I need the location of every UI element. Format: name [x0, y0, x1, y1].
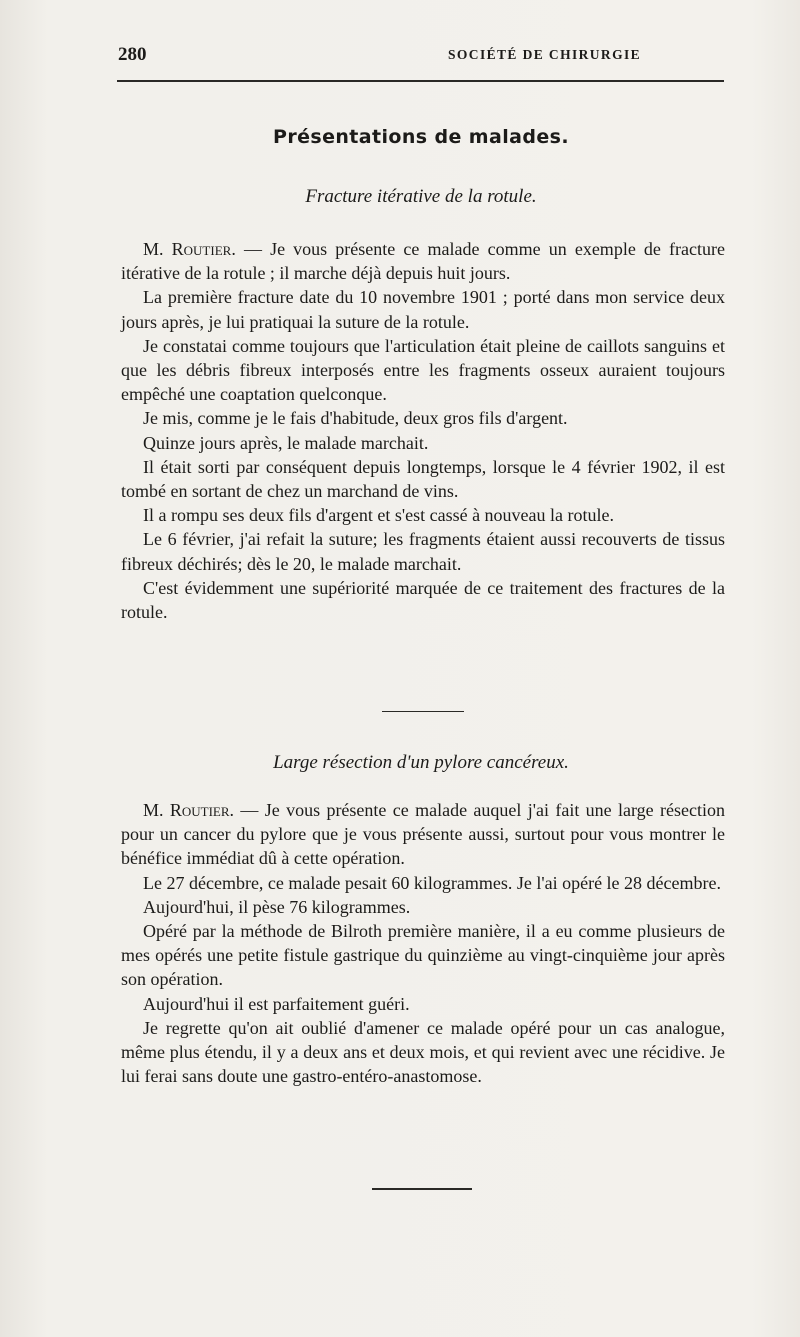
paragraph: C'est évidemment une supériorité marquée de ce traitement des fractures de la rotule.: [121, 577, 725, 623]
section-heading: Présentations de malades.: [273, 126, 569, 148]
paragraph: Je regrette qu'on ait oublié d'amener ce malade opéré pour un cas analogue, même plus étendu, il y a deux ans et deux mois, et qui revient avec une récidive. Je lui ferai sans doute une gastro-entéro-anastomose.: [121, 1017, 725, 1087]
header-rule: [117, 80, 724, 82]
paragraph: Je mis, comme je le fais d'habitude, deux gros fils d'argent.: [143, 408, 568, 429]
speaker-prefix: M.: [143, 800, 170, 820]
end-separator: [372, 1188, 472, 1190]
paragraph: Quinze jours après, le malade marchait.: [143, 432, 429, 453]
running-head: [118, 44, 724, 68]
paragraph: Le 6 février, j'ai refait la suture; les fragments étaient aussi recouverts de tissus fibreux déchirés; dès le 20, le malade marchait.: [121, 529, 725, 574]
speaker-prefix: M.: [143, 239, 172, 259]
page-number: 280: [118, 44, 147, 65]
article-body-pylore: [121, 798, 725, 1088]
paragraph: La première fracture date du 10 novembre 1901 ; porté dans mon service deux jours après, je lui pratiquai la suture de la rotule.: [121, 287, 725, 332]
paragraph-text: . — Je vous présente ce malade auquel j'ai fait une large résection pour un cancer du pylore que je vous présente aussi, surtout pour vous montrer le bénéfice immédiat dû à cette opération.: [121, 800, 725, 869]
section-separator: [382, 711, 464, 712]
paragraph: Aujourd'hui, il pèse 76 kilogrammes.: [143, 896, 411, 917]
paragraph: [121, 237, 725, 285]
article-title-pylore: Large résection d'un pylore cancéreux.: [273, 752, 569, 773]
speaker-name: Routier: [169, 800, 230, 820]
paragraph: Aujourd'hui il est parfaitement guéri.: [143, 993, 410, 1014]
speaker-name: Routier: [171, 239, 232, 259]
paragraph: Je constatai comme toujours que l'articulation était pleine de caillots sanguins et que les débris fibreux interposés entre les fragments osseux auraient toujours empêché une coaptation quelconque.: [121, 335, 725, 405]
article-body-rotule: [121, 237, 725, 624]
paragraph: Opéré par la méthode de Bilroth première manière, il a eu comme plusieurs de mes opérés une petite fistule gastrique du quinzième au vingt-cinquième jour après son opération.: [121, 921, 725, 990]
paragraph: Il a rompu ses deux fils d'argent et s'est cassé à nouveau la rotule.: [143, 505, 615, 526]
journal-title: SOCIÉTÉ DE CHIRURGIE: [448, 47, 642, 62]
paragraph-text: . — Je vous présente ce malade comme un exemple de fracture itérative de la rotule ; il marche déjà depuis huit jours.: [121, 239, 725, 284]
paragraph: Le 27 décembre, ce malade pesait 60 kilogrammes. Je l'ai opéré le 28 décembre.: [143, 872, 721, 893]
article-title-rotule: Fracture itérative de la rotule.: [305, 186, 537, 207]
paragraph: Il était sorti par conséquent depuis longtemps, lorsque le 4 février 1902, il est tombé en sortant de chez un marchand de vins.: [121, 456, 725, 502]
paragraph: [121, 798, 725, 871]
